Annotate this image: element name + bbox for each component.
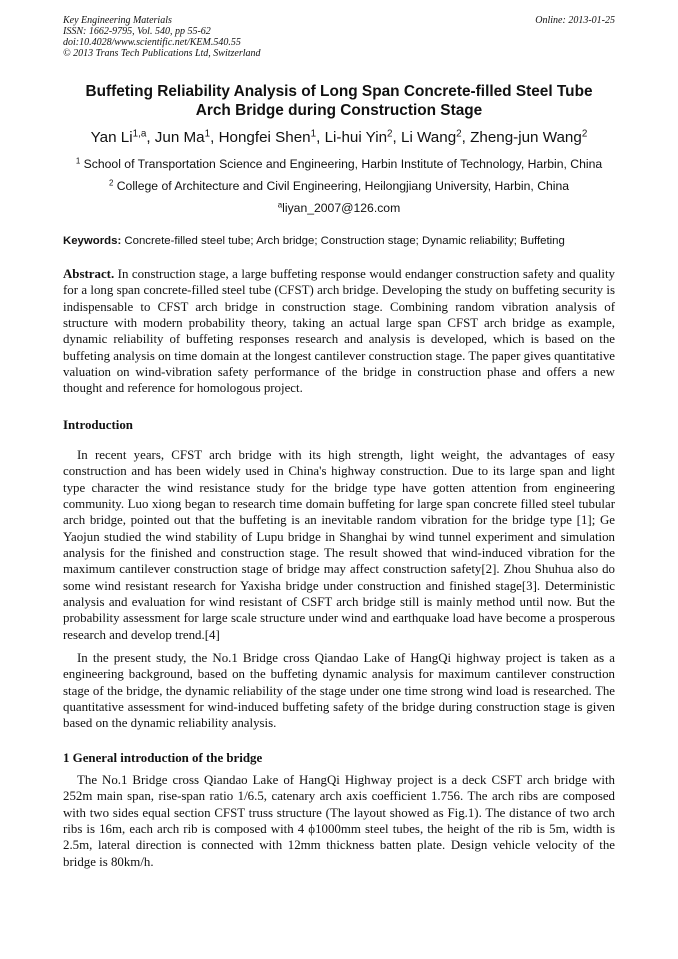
abstract-label: Abstract.	[63, 267, 115, 281]
copyright-line: © 2013 Trans Tech Publications Ltd, Switzerland	[63, 48, 261, 59]
author-affil-mark: 1	[204, 128, 211, 140]
affiliation-2	[63, 179, 615, 194]
author-name: Yan Li	[90, 129, 133, 146]
author-affil-mark: 2	[581, 128, 588, 140]
affiliation-mark: 2	[108, 178, 114, 188]
introduction-paragraph-2: In the present study, the No.1 Bridge cross Qiandao Lake of HangQi highway project is taken as a engineering background, based on the buffeting dynamic analysis for maximum cantilever construction stage of the bridge, the dynamic reliability of the stage under one time strong wind load is researched. The quantitative assessment for wind-induced buffeting safety of the bridge during construction stage is given based on the dynamic reliability analysis.	[63, 651, 615, 731]
author-affil-mark: 2	[456, 128, 462, 140]
author-name: Jun Ma	[154, 129, 205, 146]
author-name: Li Wang	[401, 129, 457, 146]
section-heading-general: 1 General introduction of the bridge	[63, 751, 263, 765]
author-affil-mark: 1	[310, 128, 317, 140]
affiliation-1	[63, 157, 615, 172]
introduction-paragraph-1: In recent years, CFST arch bridge with its high strength, light weight, the advantages of easy construction and has been widely used in China's highway construction. Due to its large span and light type character the wind resistance study for the bridge type have gotten attention from engineering community. Luo xiong began to research time domain buffeting for large span concrete filled steel tubular arch bridge, pointed out that the buffeting is an inevitable random vibration for the bridge type [1]; Ge Yaojun studied the wind stability of Lupu bridge in Shanghai by wind tunnel experiment and simulation analysis for the finished and construction stage. The result showed that wind-induced vibration for the maximum cantilever construction stage of bridge may affect construction safety[2]. Zhou Shuhua also do some wind resistant research for Yaxisha bridge under construction and finished stage[3]. Deterministic analysis and evaluation for wind resistant of CSFT arch bridge still is mainly method until now. But the probability assessment for large scale structure under wind and earthquake load have become a prosperous research and develop trend.[4]	[63, 448, 615, 642]
affiliation-text: College of Architecture and Civil Engineering, Heilongjiang University, Harbin, China	[116, 179, 570, 193]
doi-line: doi:10.4028/www.scientific.net/KEM.540.55	[63, 37, 241, 48]
author-affil-mark: 1,a	[132, 128, 147, 140]
author-name: Li-hui Yin	[324, 129, 388, 146]
author-name: Zheng-jun Wang	[470, 129, 582, 146]
online-date: Online: 2013-01-25	[535, 15, 615, 26]
affiliation-mark: 1	[75, 156, 81, 166]
keywords	[63, 234, 615, 248]
author-list: Yan Li$^{1,a}$, Jun Ma$^1$, Hongfei Shen$^1$, Li-hui Yin$^2$, Li Wang$^2$, Zheng-jun Wang$^2$	[90, 128, 588, 146]
author-email	[63, 201, 615, 216]
keywords-text: Concrete-filled steel tube; Arch bridge; Construction stage; Dynamic reliability; Buffeting	[124, 235, 565, 247]
title-line-1: Buffeting Reliability Analysis of Long Span Concrete-filled Steel Tube	[85, 83, 593, 100]
issn-line: ISSN: 1662-9795, Vol. 540, pp 55-62	[63, 26, 211, 37]
section-heading-introduction: Introduction	[63, 418, 133, 432]
email-mark: a	[277, 200, 283, 210]
abstract-text: In construction stage, a large buffeting response would endanger construction safety and quality for a long span concrete-filled steel tube (CFST) arch bridge. Developing the study on buffeting security is indispensable to CFST arch bridge in construction stage. Combining random vibration analysis of structure with modern probability theory, taking an actual large span CFST arch bridge as example, dynamic reliability of buffeting responses research and analysis is developed, which is based on the buffeting analysis on time domain at the longest cantilever construction stage. The paper gives quantitative valuation on wind-vibration safety performance of the bridge in construction phase and offers a new thought and reference for homologous project.	[63, 267, 615, 396]
author-affil-mark: 2	[387, 128, 393, 140]
title-line-2: Arch Bridge during Construction Stage	[195, 102, 483, 119]
general-paragraph-1: The No.1 Bridge cross Qiandao Lake of HangQi Highway project is a deck CSFT arch bridge with 252m main span, rise-span ratio 1/6.5, catenary arch axis coefficient 1.756. The arch ribs are composed with two sides equal section CFST truss structure (The layout showed as Fig.1). The distance of two arch ribs is 16m, each arch rib is composed with 4 ϕ1000mm steel tubes, the height of the rib is 5m, width is 2.5m, lateral direction is connected with 12mm thickness batten plate. Design vehicle velocity of the bridge is 80km/h.	[63, 773, 615, 869]
keywords-label: Keywords:	[63, 235, 122, 247]
journal-header	[63, 15, 615, 59]
abstract	[63, 266, 615, 397]
affiliation-text: School of Transportation Science and Engineering, Harbin Institute of Technology, Harbin, China	[83, 157, 603, 171]
journal-name: Key Engineering Materials	[63, 15, 172, 26]
email-address: liyan_2007@126.com	[282, 201, 401, 215]
paper-title	[63, 82, 615, 120]
author-name: Hongfei Shen	[218, 129, 311, 146]
